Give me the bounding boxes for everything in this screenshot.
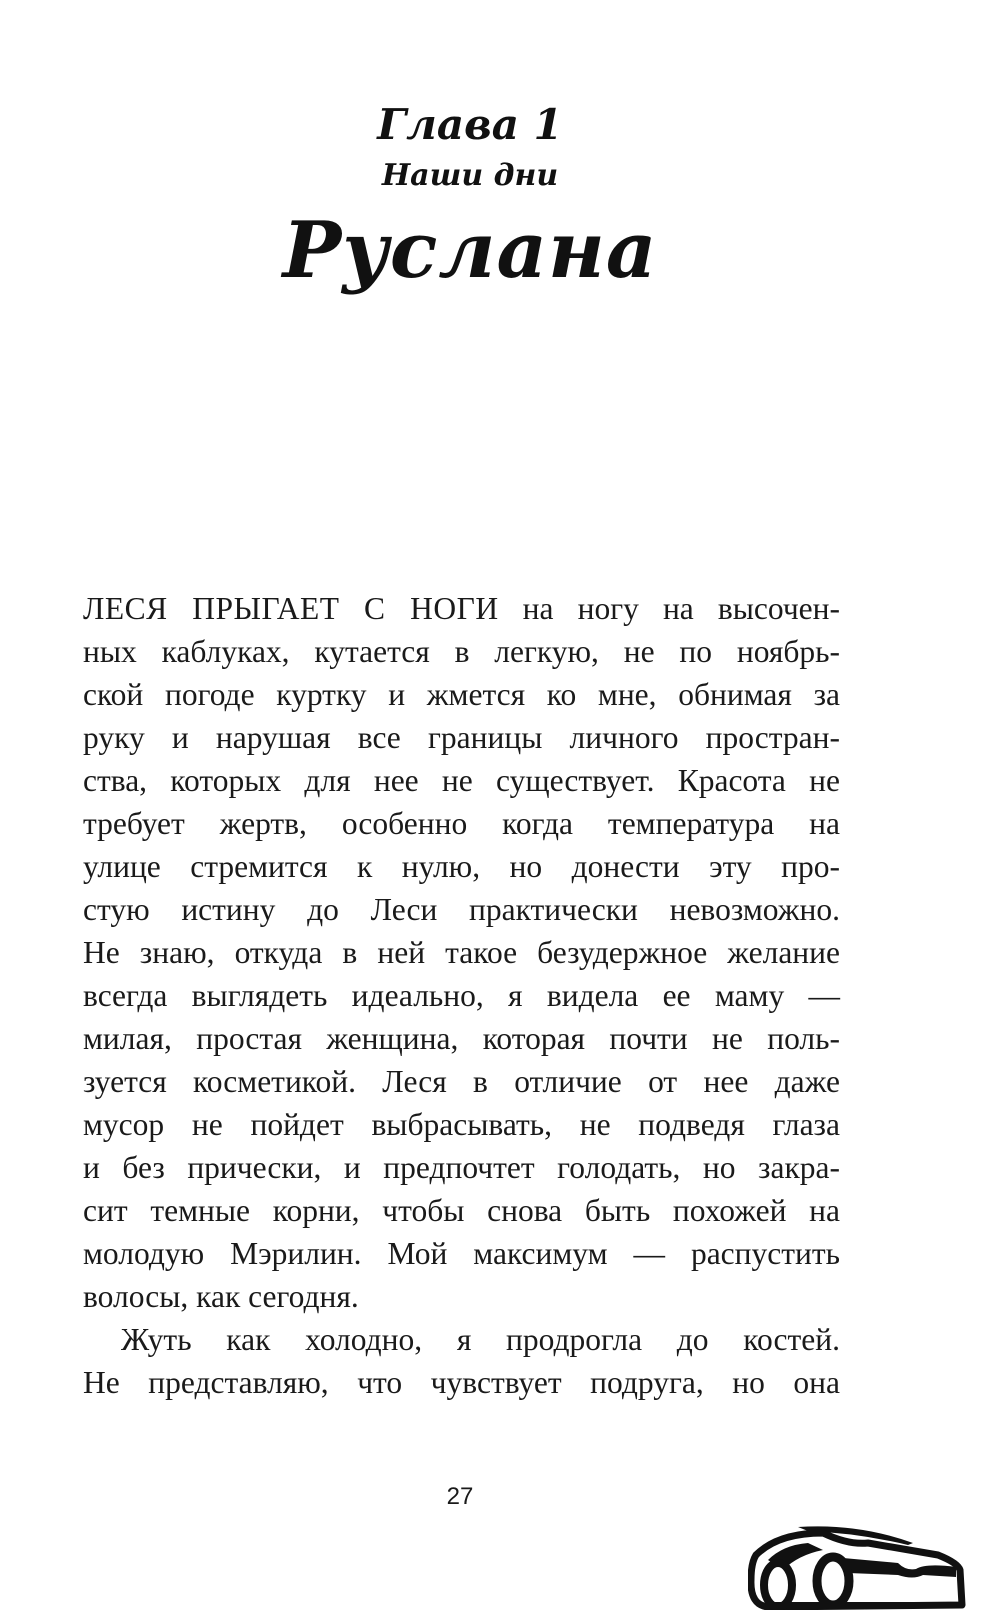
text-line: ства, которых для нее не существует. Красота не [83, 763, 840, 798]
text-line: зуется косметикой. Леся в отличие от нее даже [83, 1064, 840, 1099]
text-line: руку и нарушая все границы личного простран- [83, 720, 840, 755]
lead-in-caps: ЛЕСЯ ПРЫГАЕТ С НОГИ [83, 591, 499, 626]
sports-car-icon [748, 1525, 968, 1610]
text-line: милая, простая женщина, которая почти не поль- [83, 1021, 840, 1056]
text-line: улице стремится к нулю, но донести эту про- [83, 849, 840, 884]
page-number: 27 [446, 1483, 474, 1510]
text-line: ЛЕСЯ ПРЫГАЕТ С НОГИ на ногу на высочен- [83, 591, 840, 626]
text-line: всегда выглядеть идеально, я видела ее маму — [83, 978, 840, 1013]
body-text [83, 587, 840, 1404]
text-line: сит темные корни, чтобы снова быть похожей на [83, 1193, 840, 1228]
text-line: Не знаю, откуда в ней такое безудержное желание [83, 935, 840, 970]
text-line: Не представляю, что чувствует подруга, но она [83, 1365, 840, 1400]
chapter-subtitle: Наши дни [381, 158, 559, 193]
chapter-label: Глава 1 [377, 100, 563, 149]
text-line: молодую Мэрилин. Мой максимум — распустить [83, 1236, 840, 1271]
text-line: ской погоде куртку и жмется ко мне, обнимая за [83, 677, 840, 712]
text-line: волосы, как сегодня. [83, 1279, 359, 1314]
text-line: и без прически, и предпочтет голодать, но закра- [83, 1150, 840, 1185]
text-line: Жуть как холодно, я продрогла до костей. [121, 1322, 840, 1357]
text-line: ных каблуках, кутается в легкую, не по ноябрь- [83, 634, 840, 669]
text-line: стую истину до Леси практически невозможно. [83, 892, 840, 927]
text-line: требует жертв, особенно когда температура на [83, 806, 840, 841]
chapter-narrator-title: Руслана [282, 205, 658, 296]
text-line: мусор не пойдет выбрасывать, не подведя глаза [83, 1107, 840, 1142]
